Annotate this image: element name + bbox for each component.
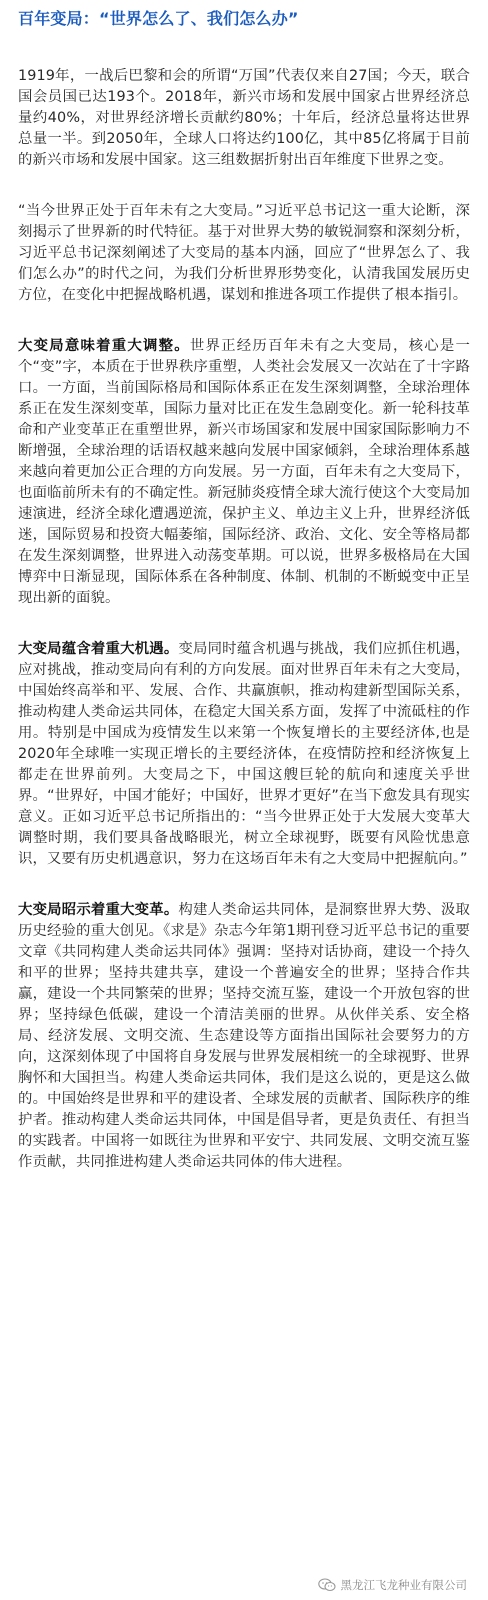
paragraph-text: 变局同时蕴含机遇与挑战，我们应抓住机遇，应对挑战，推动变局向有利的方向发展。面对世界百年未有之大变局，中国始终高举和平、发展、合作、共赢旗帜，推动构建新型国际关系，推动构建人类命运共同体，在稳定大国关系方面，发挥了中流砥柱的作用。特别是中国成为疫情发生以来第一个恢复增长的主要经济体,也是2020年全球唯一实现正增长的主要经济体，在疫情防控和经济恢复上都走在世界前列。大变局之下，中国这艘巨轮的航向和速度关乎世界。“世界好，中国才能好；中国好，世界才更好”在当下愈发具有现实意义。正如习近平总书记所指出的：“当今世界正处于大发展大变革大调整时期，我们要具备战略眼光，树立全球视野，既要有风险忧患意识，又要有历史机遇意识，努力在这场百年未有之大变局中把握航向。” (18, 641, 470, 867)
paragraph-lead: 大变局昭示着重大变革。 (18, 902, 179, 918)
wechat-icon (318, 1578, 336, 1592)
paragraph-text: 构建人类命运共同体，是洞察世界大势、汲取历史经验的重大创见。《求是》杂志今年第1期刊登习近平总书记的重要文章《共同构建人类命运共同体》强调：坚持对话协商，建设一个持久和平的世界；坚持共建共享，建设一个普遍安全的世界；坚持合作共赢，建设一个共同繁荣的世界；坚持交流互鉴，建设一个开放包容的世界；坚持绿色低碳，建设一个清洁美丽的世界。从伙伴关系、安全格局、经济发展、文明交流、生态建设等方面指出国际社会要努力的方向，这深刻体现了中国将自身发展与世界发展相统一的全球视野、世界胸怀和大国担当。构建人类命运共同体，我们是这么说的，更是这么做的。中国始终是世界和平的建设者、全球发展的贡献者、国际秩序的维护者。推动构建人类命运共同体，中国是倡导者，更是负责任、有担当的实践者。中国将一如既往为世界和平安宁、共同发展、文明交流互鉴作贡献，共同推进构建人类命运共同体的伟大进程。 (18, 902, 470, 1170)
paragraph-lead: 大变局蕴含着重大机遇。 (18, 641, 179, 657)
paragraph (18, 336, 470, 609)
paragraph-text: “当今世界正处于百年未有之大变局。”习近平总书记这一重大论断，深刻揭示了世界新的时代特征。基于对世界大势的敏锐洞察和深刻分析，习近平总书记深刻阐述了大变局的基本内涵，回应了“世界怎么了、我们怎么办”的时代之问，为我们分析世界形势变化，认清我国发展历史方位，在变化中把握战略机遇，谋划和推进各项工作提供了根本指引。 (18, 203, 470, 303)
source-watermark (315, 1576, 471, 1594)
paragraph-text: 世界正经历百年未有之大变局，核心是一个“变”字，本质在于世界秩序重塑，人类社会发展又一次站在了十字路口。一方面，当前国际格局和国际体系正在发生深刻调整，全球治理体系正在发生深刻变革，国际力量对比正在发生急剧变化。新一轮科技革命和产业变革正在重塑世界，新兴市场国家和发展中国家国际影响力不断增强，全球治理的话语权越来越向发展中国家倾斜，全球治理体系越来越向着更加公正合理的方向发展。另一方面，百年未有之大变局下，也面临前所未有的不确定性。新冠肺炎疫情全球大流行使这个大变局加速演进，经济全球化遭遇逆流，保护主义、单边主义上升，世界经济低迷，国际贸易和投资大幅萎缩，国际经济、政治、文化、安全等格局都在发生深刻调整，世界进入动荡变革期。可以说，世界多极格局在大国博弈中日渐显现，国际体系在各种制度、体制、机制的不断蜕变中正呈现出新的面貌。 (18, 338, 470, 606)
paragraph (18, 639, 470, 870)
watermark-text: 黑龙江飞龙种业有限公司 (340, 1578, 467, 1592)
paragraph (18, 900, 470, 1173)
paragraph-lead: 大变局意味着重大调整。 (18, 338, 190, 354)
paragraph (18, 201, 470, 306)
paragraph-text: 1919年，一战后巴黎和会的所谓“万国”代表仅来自27国；今天，联合国会员国已达193个。2018年，新兴市场和发展中国家占世界经济总量约40%，对世界经济增长贡献约80%；十年后，经济总量将达世界总量一半。到2050年，全球人口将达约100亿，其中85亿将属于目前的新兴市场和发展中国家。这三组数据折射出百年维度下世界之变。 (18, 68, 470, 168)
paragraph (18, 66, 470, 171)
article-title: 百年变局：“世界怎么了、我们怎么办” (18, 9, 299, 28)
